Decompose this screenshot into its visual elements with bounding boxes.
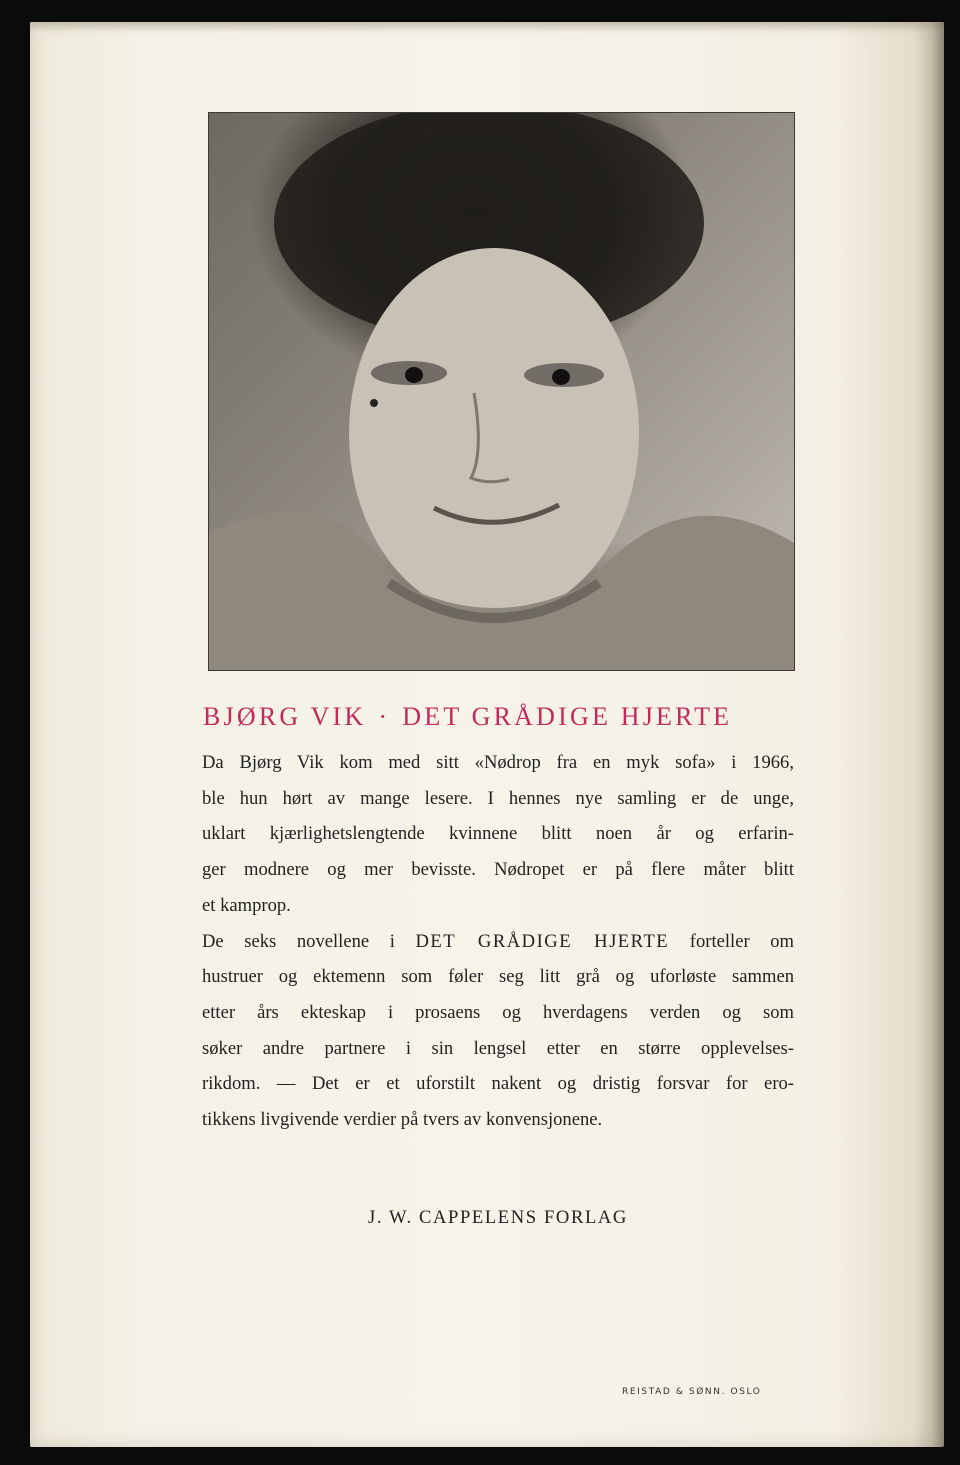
blurb-line: Da Bjørg Vik kom med sitt «Nødrop fra en myk sofa» i 1966, xyxy=(202,752,794,773)
blurb-line: ger modnere og mer bevisste. Nødropet er på flere måter blitt xyxy=(202,859,794,881)
blurb-paragraph-1 xyxy=(202,745,794,924)
blurb-line: tikkens livgivende verdier på tvers av konvensjonene. xyxy=(202,1109,603,1131)
portrait-illustration xyxy=(209,113,794,670)
blurb-line: rikdom. — Det er et uforstilt nakent og dristig forsvar for ero- xyxy=(202,1073,794,1095)
blurb-paragraph-2 xyxy=(202,924,794,1138)
worn-edge xyxy=(30,22,944,32)
heading-separator: · xyxy=(378,702,391,731)
blurb-line xyxy=(202,924,794,960)
blurb-text-fragment: forteller om xyxy=(689,930,794,952)
author-portrait-photo xyxy=(208,112,795,671)
spine-shadow xyxy=(914,22,944,1447)
blurb-line: et kamprop. xyxy=(202,894,291,916)
book-back-cover xyxy=(30,22,944,1447)
blurb-text-fragment: De seks novellene i xyxy=(202,930,395,952)
book-title-inline: DET GRÅDIGE HJERTE xyxy=(415,930,670,952)
blurb-line: uklart kjærlighetslengtende kvinnene blitt noen år og erfarin- xyxy=(202,823,794,845)
book-heading xyxy=(203,702,803,732)
blurb-line: etter års ekteskap i prosaens og hverdagens verden og som xyxy=(202,1001,794,1023)
blurb-line: ble hun hørt av mange lesere. I hennes nye samling er de unge, xyxy=(202,787,794,809)
book-title: DET GRÅDIGE HJERTE xyxy=(402,702,733,731)
author-name: BJØRG VIK xyxy=(203,702,367,731)
blurb-line: søker andre partnere i sin lengsel etter en større opplevelses- xyxy=(202,1037,794,1059)
blurb-text xyxy=(202,745,794,1138)
blurb-line: hustruer og ektemenn som føler seg litt grå og uforløste sammen xyxy=(202,966,794,988)
printer-imprint: REISTAD & SØNN. OSLO xyxy=(622,1387,762,1397)
publisher-name: J. W. CAPPELENS FORLAG xyxy=(368,1207,628,1228)
